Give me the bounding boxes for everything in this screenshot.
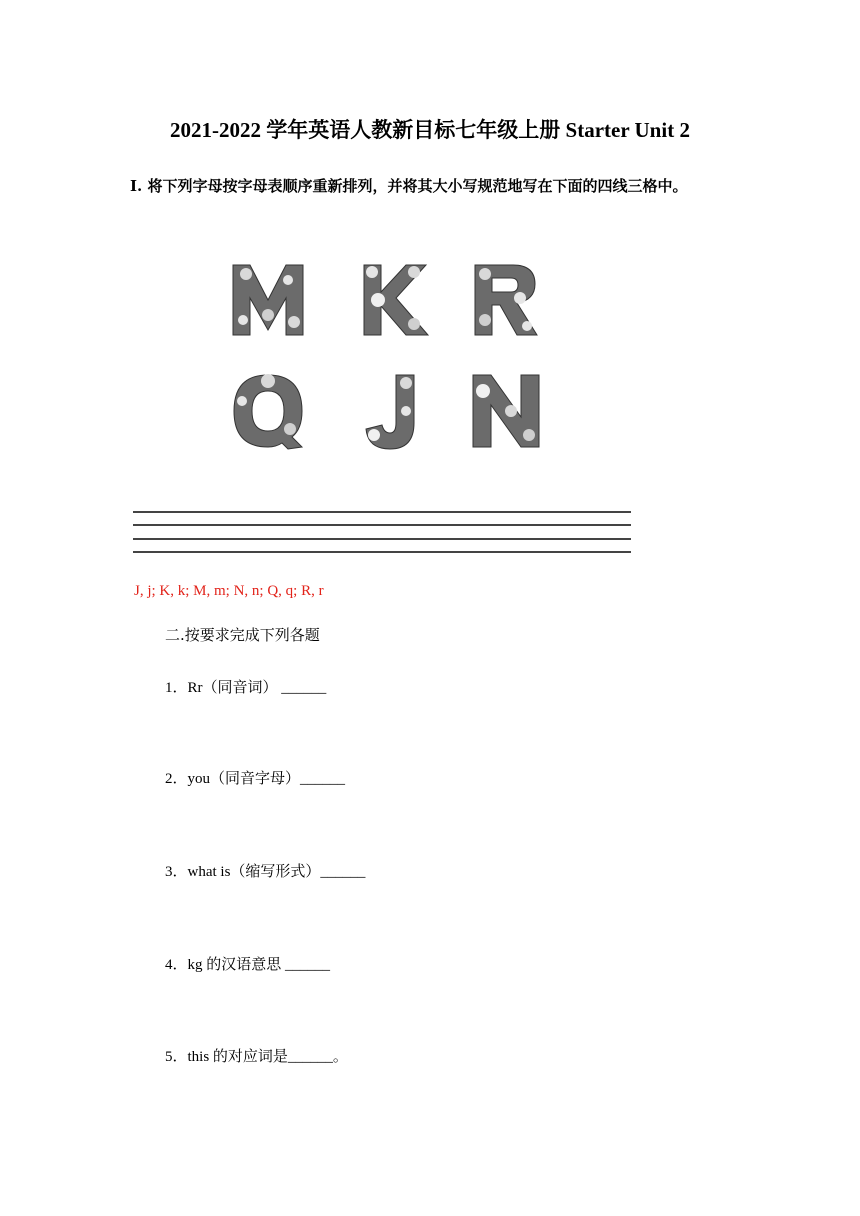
question-item: 4．kg 的汉语意思 ______ xyxy=(165,957,331,973)
question-item: 2．you（同音字母）______ xyxy=(165,771,346,787)
letter-q-image xyxy=(228,371,308,451)
grid-line xyxy=(133,551,631,553)
letter-m-image xyxy=(228,260,308,340)
question-item: 5．this 的对应词是______。 xyxy=(165,1049,348,1065)
question-1-instruction: I. 将下列字母按字母表顺序重新排列，并将其大小写规范地写在下面的四线三格中。 xyxy=(130,177,688,195)
section-2-heading: 二.按要求完成下列各题 xyxy=(165,626,320,644)
four-line-writing-grid xyxy=(133,511,631,555)
letter-j-image xyxy=(354,371,434,451)
letter-n-image xyxy=(465,371,545,451)
letter-r-image xyxy=(465,260,545,340)
grid-line xyxy=(133,538,631,540)
letter-k-image xyxy=(354,260,434,340)
question-item: 3．what is（缩写形式）______ xyxy=(165,864,366,880)
answer-text: J, j; K, k; M, m; N, n; Q, q; R, r xyxy=(134,583,324,599)
flower-letters-figure xyxy=(130,248,635,503)
page-title: 2021-2022 学年英语人教新目标七年级上册 Starter Unit 2 xyxy=(170,118,690,142)
question-item: 1．Rr（同音词） ______ xyxy=(165,680,327,696)
grid-line xyxy=(133,511,631,513)
grid-line xyxy=(133,524,631,526)
